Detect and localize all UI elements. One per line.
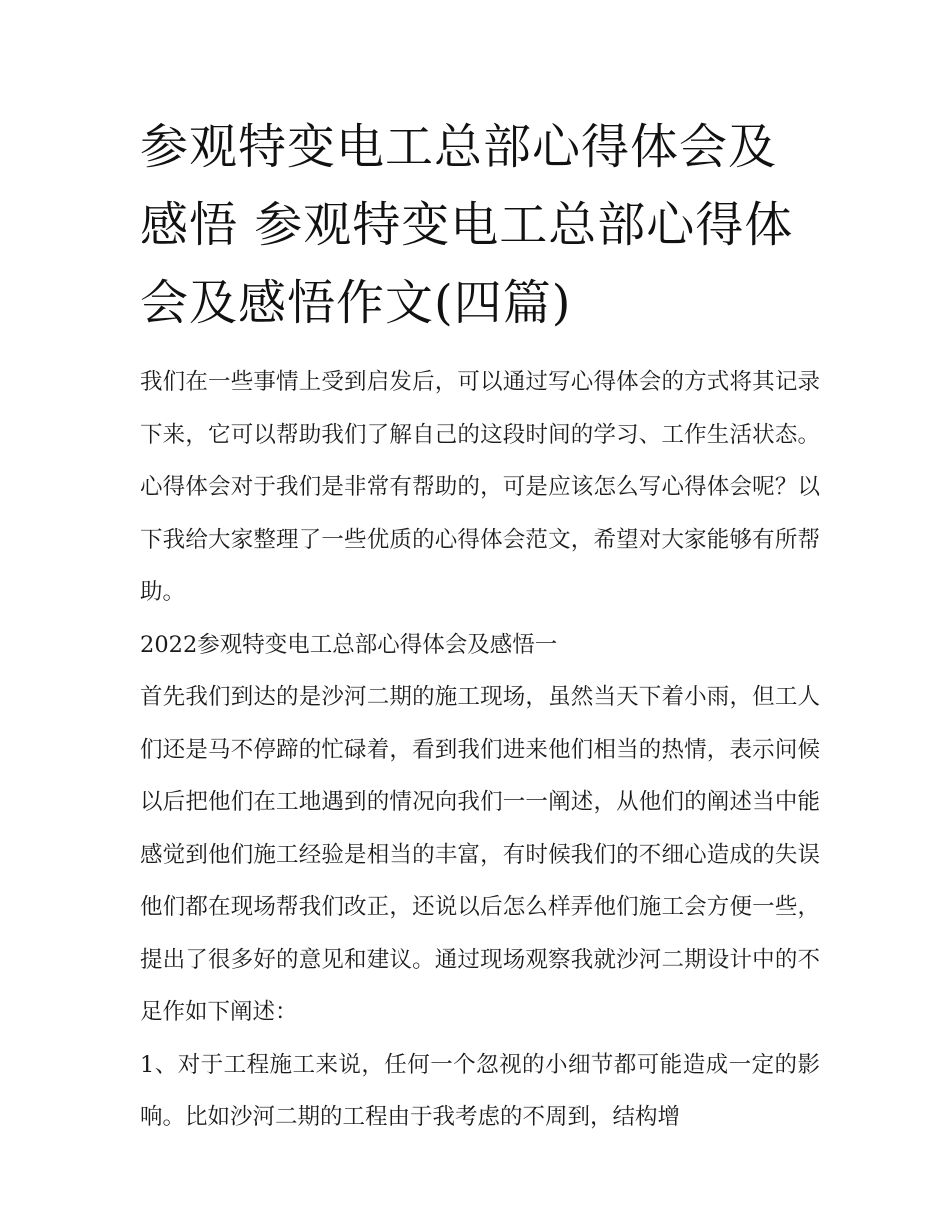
intro-paragraph: 我们在一些事情上受到启发后，可以通过写心得体会的方式将其记录下来，它可以帮助我们了解自己的这段时间的学习、工作生活状态。心得体会对于我们是非常有帮助的，可是应该怎么写心得体会呢？以下我给大家整理了一些优质的心得体会范文，希望对大家能够有所帮助。 <box>140 369 820 605</box>
section-heading: 2022参观特变电工总部心得体会及感悟一 <box>140 631 558 658</box>
body-paragraph-1: 首先我们到达的是沙河二期的施工现场，虽然当天下着小雨，但工人们还是马不停蹄的忙碌着，看到我们进来他们相当的热情，表示问候以后把他们在工地遇到的情况向我们一一阐述，从他们的阐述当中能感觉到他们施工经验是相当的丰富，有时候我们的不细心造成的失误他们都在现场帮我们改正，还说以后怎么样弄他们施工会方便一些，提出了很多好的意见和建议。通过现场观察我就沙河二期设计中的不足作如下阐述： <box>140 684 820 1025</box>
document-content <box>140 108 820 1144</box>
body-paragraph-2: 1、对于工程施工来说，任何一个忽视的小细节都可能造成一定的影响。比如沙河二期的工程由于我考虑的不周到，结构增 <box>140 1051 820 1130</box>
document-title: 参观特变电工总部心得体会及感悟 参观特变电工总部心得体会及感悟作文(四篇) <box>140 119 794 331</box>
